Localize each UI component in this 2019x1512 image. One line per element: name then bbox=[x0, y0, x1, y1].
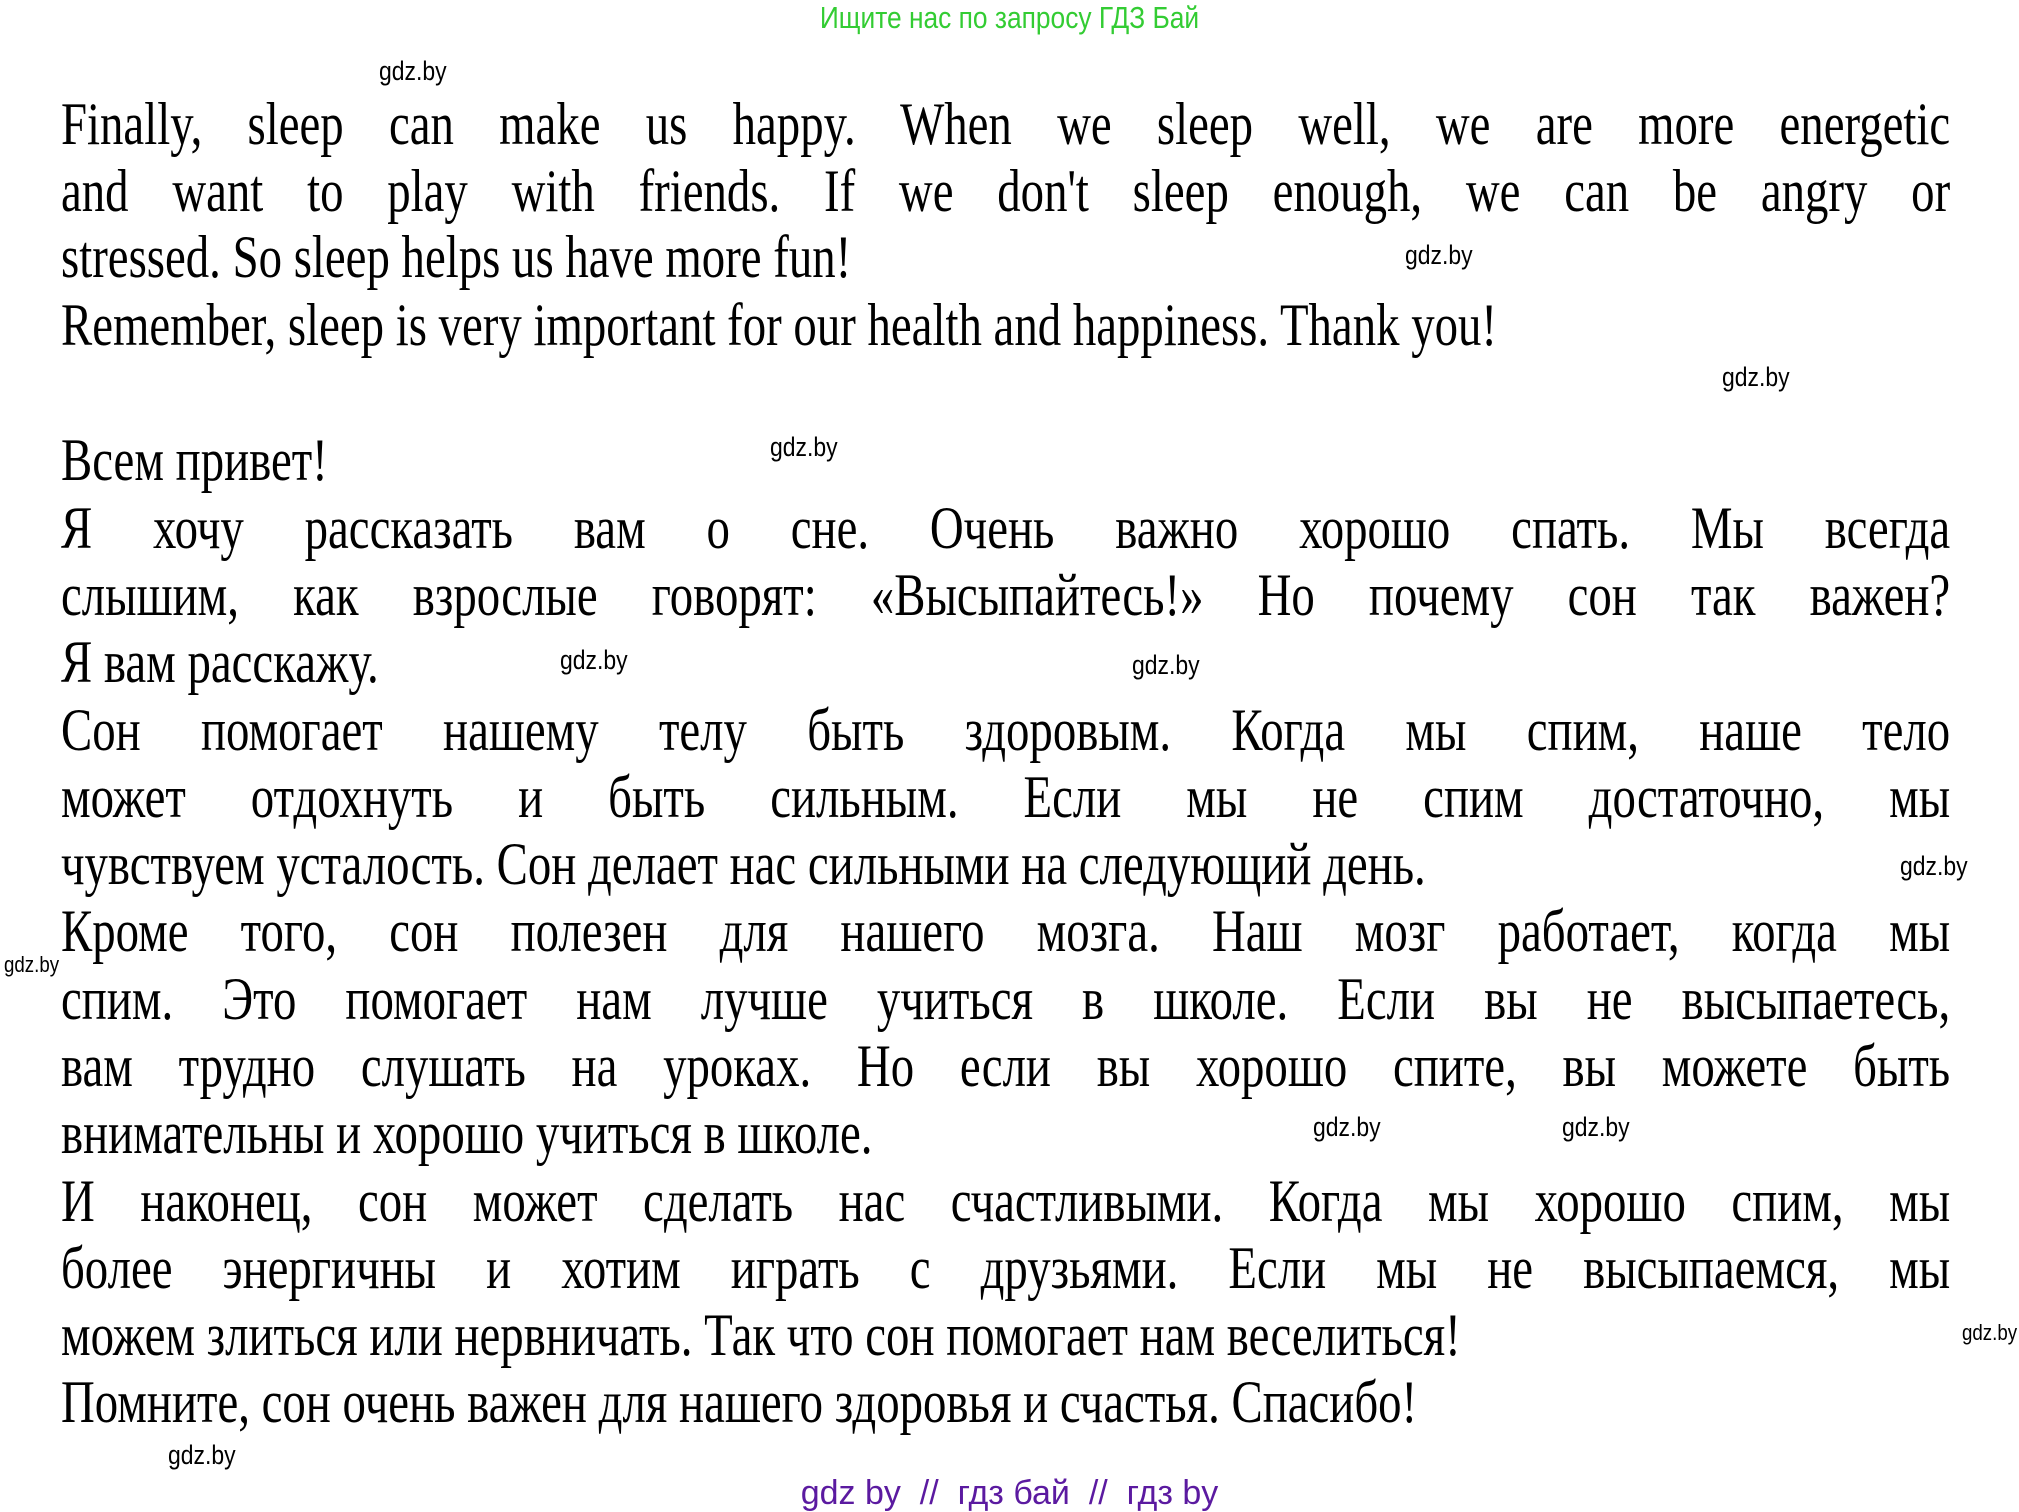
russian-line: И наконец, сон может сделать нас счастливыми. Когда мы хорошо спим, мы bbox=[61, 1168, 1951, 1234]
russian-line: Сон помогает нашему телу быть здоровым. Когда мы спим, наше тело bbox=[61, 697, 1951, 763]
watermark: gdz.by bbox=[770, 432, 838, 462]
watermark: gdz.by bbox=[1405, 240, 1473, 270]
russian-line: Я вам расскажу. bbox=[61, 629, 379, 695]
russian-line: Кроме того, сон полезен для нашего мозга. Наш мозг работает, когда мы bbox=[61, 898, 1951, 964]
watermark: gdz.by bbox=[1722, 362, 1790, 392]
russian-line: Всем привет! bbox=[61, 427, 328, 493]
english-line: Finally, sleep can make us happy. When we sleep well, we are more energetic bbox=[61, 91, 1951, 157]
watermark: gdz.by bbox=[1132, 650, 1200, 680]
english-line: and want to play with friends. If we don't sleep enough, we can be angry or bbox=[61, 158, 1951, 224]
russian-line: внимательны и хорошо учиться в школе. bbox=[61, 1100, 873, 1166]
watermark: gdz.by bbox=[560, 645, 628, 675]
english-line: Remember, sleep is very important for our health and happiness. Thank you! bbox=[61, 292, 1497, 358]
search-hint-header: Ищите нас по запросу ГДЗ Бай bbox=[819, 0, 1200, 35]
footer-links: gdz by // гдз бай // гдз by bbox=[800, 1474, 1219, 1512]
watermark: gdz.by bbox=[1900, 851, 1968, 881]
russian-line: спим. Это помогает нам лучше учиться в школе. Если вы не высыпаетесь, bbox=[61, 966, 1951, 1032]
russian-line: Помните, сон очень важен для нашего здоровья и счастья. Спасибо! bbox=[61, 1369, 1418, 1435]
english-line: stressed. So sleep helps us have more fun! bbox=[61, 224, 852, 290]
russian-line: чувствуем усталость. Сон делает нас сильными на следующий день. bbox=[61, 831, 1426, 897]
russian-line: более энергичны и хотим играть с друзьями. Если мы не высыпаемся, мы bbox=[61, 1235, 1951, 1301]
watermark: gdz.by bbox=[1962, 1320, 2018, 1345]
russian-line: вам трудно слушать на уроках. Но если вы хорошо спите, вы можете быть bbox=[61, 1033, 1951, 1099]
russian-line: слышим, как взрослые говорят: «Высыпайтесь!» Но почему сон так важен? bbox=[61, 562, 1951, 628]
russian-line: можем злиться или нервничать. Так что сон помогает нам веселиться! bbox=[61, 1302, 1461, 1368]
watermark: gdz.by bbox=[168, 1440, 236, 1470]
watermark: gdz.by bbox=[1562, 1112, 1630, 1142]
watermark: gdz.by bbox=[4, 952, 60, 977]
watermark: gdz.by bbox=[1313, 1112, 1381, 1142]
russian-line: Я хочу рассказать вам о сне. Очень важно хорошо спать. Мы всегда bbox=[61, 495, 1951, 561]
russian-line: может отдохнуть и быть сильным. Если мы не спим достаточно, мы bbox=[61, 764, 1951, 830]
watermark: gdz.by bbox=[379, 56, 447, 86]
